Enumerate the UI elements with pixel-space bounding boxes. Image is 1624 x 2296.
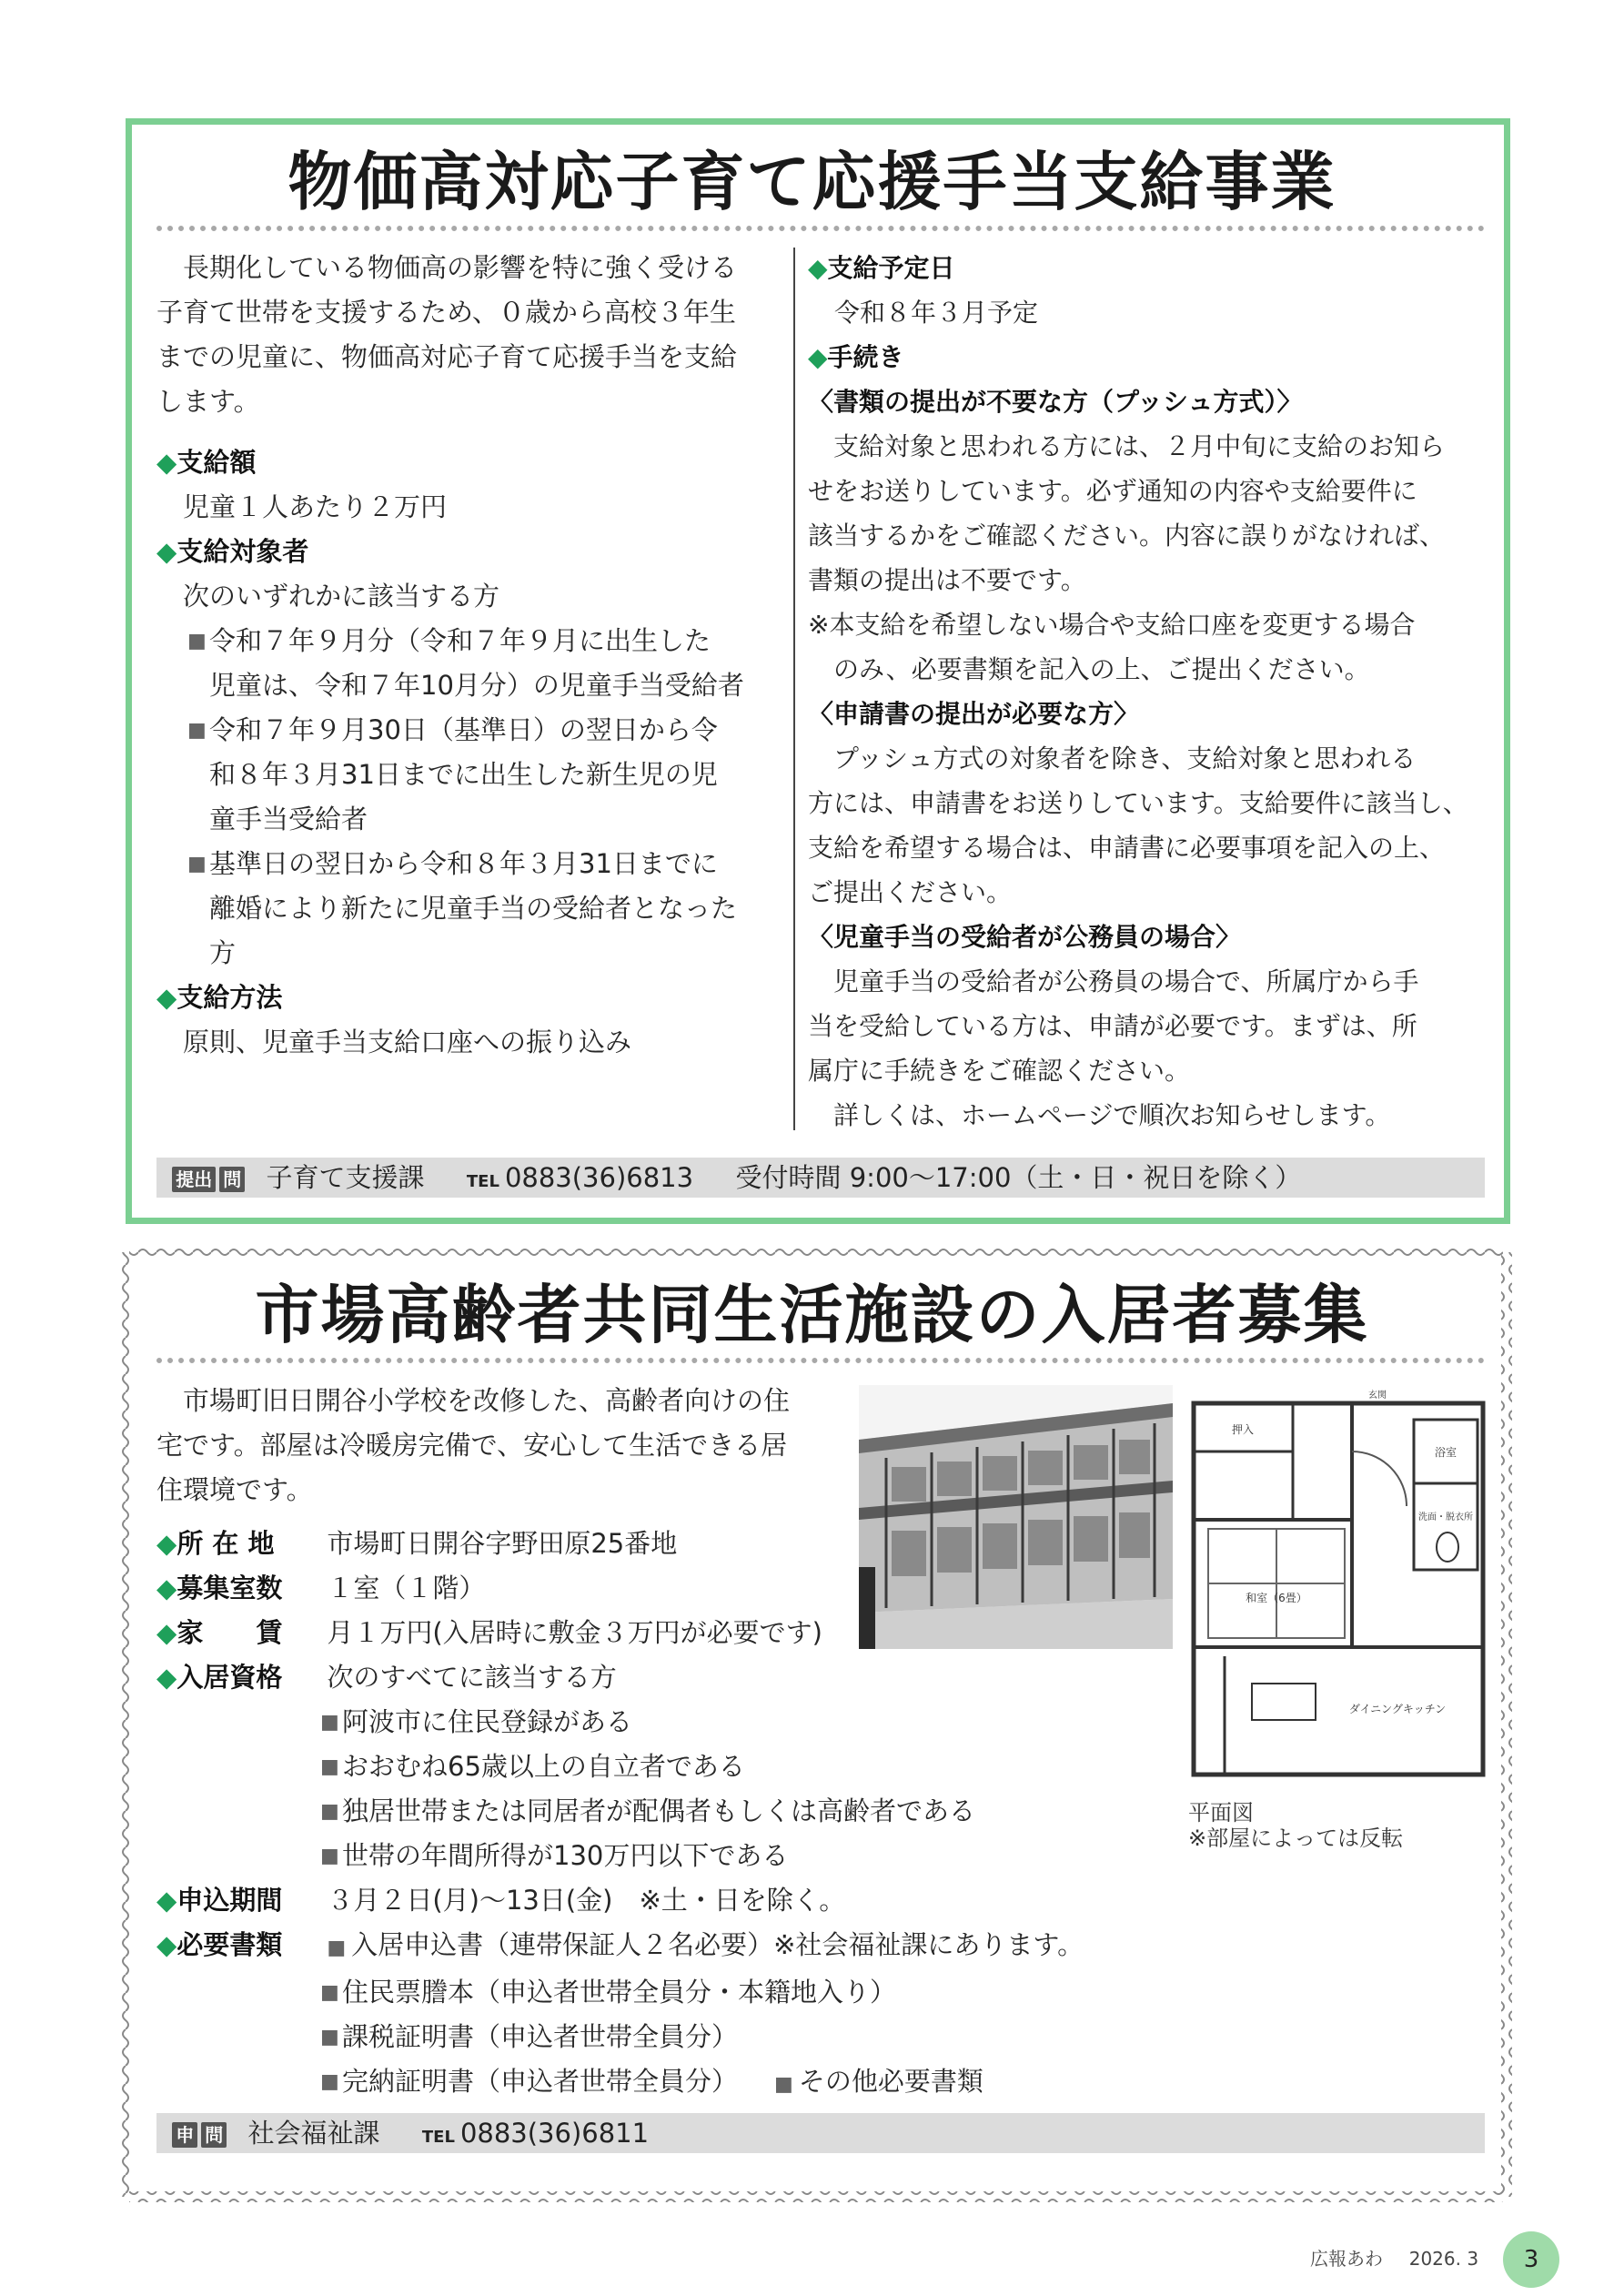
location-row: ◆所 在 地 市場町日開谷字野田原25番地 — [156, 1528, 678, 1559]
docs-item: ■ 住民票謄本（申込者世帯全員分・本籍地入り） — [156, 1970, 1175, 2015]
apply-tag: 申 — [172, 2122, 197, 2148]
diamond-icon: ◆ — [156, 1573, 177, 1603]
square-bullet-icon: ■ — [320, 1800, 339, 1823]
diamond-icon: ◆ — [156, 1885, 177, 1916]
article2-intro: 市場町旧日開谷小学校を改修した、高齢者向けの住 宅です。部屋は冷暖房完備で、安心して生活できる居 住環境です。 — [156, 1385, 791, 1505]
docs-row: ◆必要書類 ■ 入居申込書（連帯保証人２名必要）※社会福祉課にあります。 — [156, 1929, 1084, 1960]
square-bullet-icon: ■ — [320, 1711, 339, 1734]
article1-title: 物価高対応子育て応援手当支給事業 — [287, 145, 1337, 219]
square-bullet-icon: ■ — [320, 1845, 339, 1867]
push-note: ※本支給を希望しない場合や支給口座を変更する場合 のみ、必要書類を記入の上、ご提出ください。 — [808, 610, 1416, 684]
eligibility-item: ■ 令和７年９月30日（基準日）の翌日から令 和８年３月31日までに出生した新生児の児 童手当受給者 — [156, 708, 784, 842]
diamond-icon: ◆ — [156, 982, 177, 1013]
article2-contact-bar — [156, 2113, 1485, 2153]
floor-label-bath: 浴室 — [1434, 1446, 1458, 1459]
square-bullet-icon: ■ — [187, 719, 207, 742]
article2-details — [156, 1522, 1175, 2107]
docs-item: ■ 課税証明書（申込者世帯全員分） — [156, 2015, 1175, 2059]
qualification-item: ■ 独居世帯または同居者が配偶者もしくは高齢者である — [156, 1789, 1175, 1834]
eligibility-heading: ◆支給対象者 — [156, 536, 309, 567]
diamond-icon: ◆ — [808, 253, 828, 283]
eligibility-item: ■ 令和７年９月分（令和７年９月に出生した 児童は、令和７年10月分）の児童手当受給者 — [156, 619, 784, 708]
qualification-item: ■ おおむね65歳以上の自立者である — [156, 1745, 1175, 1789]
method-value: 原則、児童手当支給口座への振り込み — [183, 1027, 632, 1057]
article1-right-column — [808, 246, 1490, 1138]
article2-title-divider — [156, 1358, 1485, 1363]
inquiry-tag: 問 — [201, 2122, 227, 2148]
floor-plan-caption-title: 平面図 — [1188, 1800, 1254, 1826]
article1-title-divider — [156, 226, 1485, 231]
civil-text: 児童手当の受給者が公務員の場合で、所属庁から手 当を受給している方は、申請が必要です。まずは、所 属庁に手続きをご確認ください。 詳しくは、ホームページで順次お知らせします。 — [808, 966, 1419, 1130]
article1-contact-bar — [156, 1158, 1485, 1198]
diamond-icon: ◆ — [156, 1617, 177, 1648]
floor-label-washroom: 洗面・脱衣所 — [1418, 1512, 1473, 1522]
article1-intro: 長期化している物価高の影響を特に強く受ける 子育て世帯を支援するため、０歳から高校３年生 までの児童に、物価高対応子育て応援手当を支給 します。 — [156, 252, 738, 417]
qualification-row: ◆入居資格 次のすべてに該当する方 — [156, 1662, 617, 1693]
floor-label-dining: ダイニングキッチン — [1348, 1703, 1447, 1715]
publication-name: 広報あわ — [1310, 2248, 1383, 2270]
square-bullet-icon: ■ — [187, 630, 207, 652]
floor-plan-caption — [1188, 1800, 1403, 1851]
page-number: 3 — [1503, 2231, 1559, 2288]
article2-title: 市場高齢者共同生活施設の入居者募集 — [255, 1278, 1369, 1352]
contact-tel[interactable]: 0883(36)6813 — [504, 1162, 694, 1193]
floor-label-entrance: 玄関 — [1368, 1391, 1387, 1401]
contact-dept: 社会福祉課 — [247, 2118, 380, 2149]
diamond-icon: ◆ — [156, 1929, 177, 1960]
square-bullet-icon: ■ — [320, 1981, 339, 2004]
square-bullet-icon: ■ — [320, 2070, 339, 2093]
diamond-icon: ◆ — [808, 342, 828, 372]
submit-tag: 提出 — [172, 1167, 216, 1192]
tel-icon: TEL — [466, 1172, 499, 1191]
apply-text: プッシュ方式の対象者を除き、支給対象と思われる 方には、申請書をお送りしています。支給要件に該当し、 支給を希望する場合は、申請書に必要事項を記入の上、 ご提出ください。 — [808, 743, 1468, 907]
schedule-heading: ◆支給予定日 — [808, 253, 955, 283]
issue-date: 2026. 3 — [1408, 2248, 1479, 2270]
eligibility-item: ■ 基準日の翌日から令和８年３月31日までに 離婚により新たに児童手当の受給者となった 方 — [156, 842, 784, 976]
diamond-icon: ◆ — [156, 1662, 177, 1693]
diamond-icon: ◆ — [156, 447, 177, 478]
square-bullet-icon: ■ — [327, 1937, 347, 1959]
push-heading: 〈書類の提出が不要な方（プッシュ方式）〉 — [808, 387, 1303, 417]
apply-heading: 〈申請書の提出が必要な方〉 — [808, 699, 1140, 729]
contact-dept: 子育て支援課 — [266, 1162, 425, 1193]
amount-value: 児童１人あたり２万円 — [183, 491, 448, 522]
method-heading: ◆支給方法 — [156, 982, 283, 1013]
square-bullet-icon: ■ — [320, 1755, 339, 1778]
docs-item: ■ 完納証明書（申込者世帯全員分） ■ その他必要書類 — [156, 2059, 1175, 2107]
amount-heading: ◆支給額 — [156, 447, 257, 478]
contact-hours: 受付時間 9:00〜17:00（土・日・祝日を除く） — [735, 1162, 1302, 1193]
floor-label-closet: 押入 — [1231, 1423, 1255, 1436]
square-bullet-icon: ■ — [774, 2073, 793, 2096]
qualification-item: ■ 世帯の年間所得が130万円以下である — [156, 1834, 1175, 1878]
square-bullet-icon: ■ — [320, 2026, 339, 2048]
square-bullet-icon: ■ — [187, 853, 207, 875]
article1-left-column — [156, 246, 784, 1065]
period-row: ◆申込期間 ３月２日(月)〜13日(金) ※土・日を除く。 — [156, 1885, 846, 1916]
floor-plan-caption-note: ※部屋によっては反転 — [1188, 1826, 1404, 1851]
diamond-icon: ◆ — [156, 1528, 177, 1559]
diamond-icon: ◆ — [156, 536, 177, 567]
eligibility-intro: 次のいずれかに該当する方 — [183, 581, 500, 612]
procedure-heading: ◆手続き — [808, 342, 904, 372]
article1-column-divider — [793, 248, 795, 1130]
tel-icon: TEL — [421, 2128, 455, 2147]
docs-extra: その他必要書類 — [798, 2066, 983, 2097]
rooms-row: ◆募集室数 １室（１階） — [156, 1573, 486, 1603]
contact-tel[interactable]: 0883(36)6811 — [459, 2118, 650, 2149]
rent-row: ◆家 賃 月１万円(入居時に敷金３万円が必要です) — [156, 1617, 822, 1648]
floor-plan — [1188, 1383, 1488, 1784]
push-text: 支給対象と思われる方には、２月中旬に支給のお知ら せをお送りしています。必ず通知の内容や支給要件に 該当するかをご確認ください。内容に誤りがなければ、 書類の提出は不要です。 — [808, 431, 1446, 595]
schedule-value: 令和８年３月予定 — [834, 298, 1039, 328]
floor-label-japanese-room: 和室（6畳） — [1246, 1592, 1307, 1604]
qualification-item: ■ 阿波市に住民登録がある — [156, 1700, 1175, 1745]
inquiry-tag: 問 — [219, 1167, 245, 1192]
civil-heading: 〈児童手当の受給者が公務員の場合〉 — [808, 922, 1242, 952]
